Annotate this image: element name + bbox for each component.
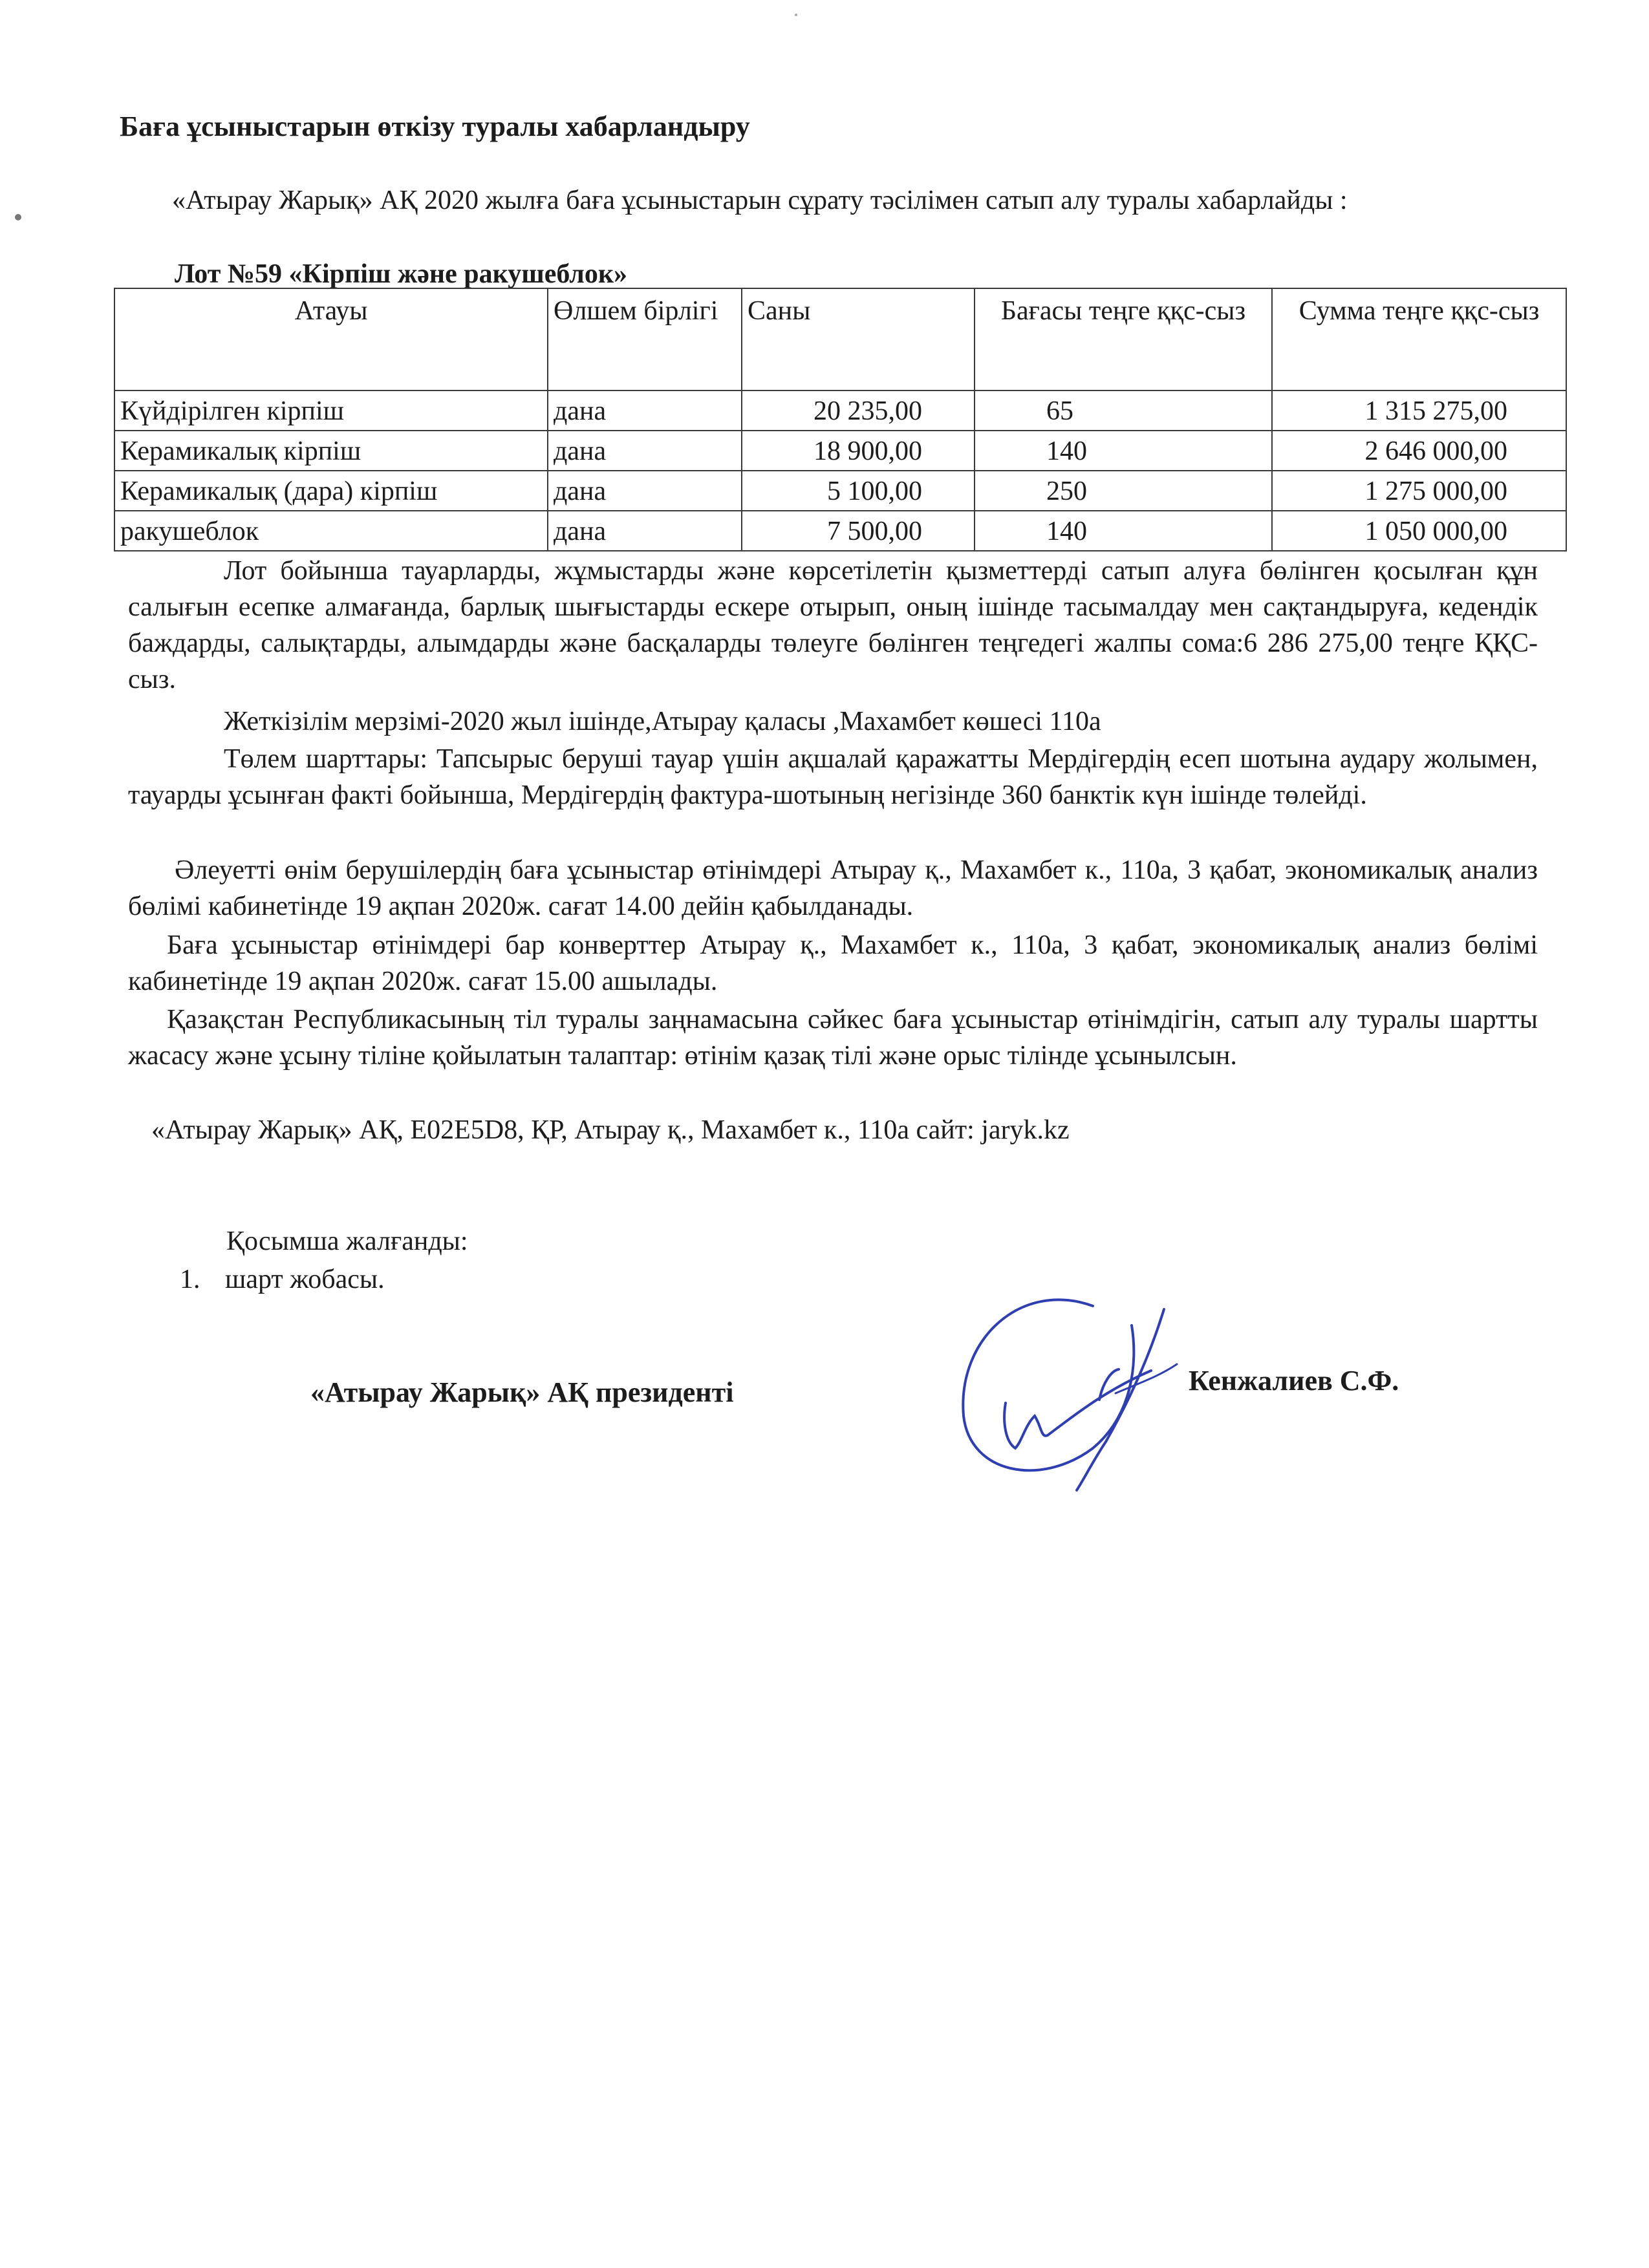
row-qty: 18 900,00: [742, 431, 975, 471]
row-name: Керамикалық (дара) кірпіш: [114, 471, 548, 511]
signature-icon: [944, 1287, 1183, 1493]
signatory-name: Кенжалиев С.Ф.: [1189, 1365, 1399, 1396]
row-qty: 20 235,00: [742, 390, 975, 431]
row-name: ракушеблок: [114, 511, 548, 551]
scan-speck-icon: [13, 213, 23, 221]
row-unit: дана: [548, 471, 742, 511]
row-price: 140: [975, 431, 1272, 471]
company-address: «Атырау Жарық» АҚ, E02E5D8, ҚР, Атырау қ., Махамбет к., 110а сайт: jaryk.kz: [151, 1115, 1070, 1145]
row-sum: 1 050 000,00: [1272, 511, 1566, 551]
row-name: Күйдірілген кірпіш: [114, 390, 548, 431]
delivery-paragraph: Жеткізілім мерзімі-2020 жыл ішінде,Атырау қаласы ,Махамбет көшесі 110а: [224, 707, 1101, 736]
row-price: 65: [975, 390, 1272, 431]
attachments-heading: Қосымша жалғанды:: [226, 1226, 468, 1256]
intro-paragraph: «Атырау Жарық» АҚ 2020 жылға баға ұсыныстарын сұрату тәсілімен сатып алу туралы хабарлайды :: [172, 186, 1348, 215]
row-unit: дана: [548, 511, 742, 551]
attachment-text: шарт жобасы.: [225, 1265, 385, 1294]
table-row: [114, 471, 1566, 511]
header-sum: Сумма теңге ққс-сыз: [1272, 288, 1566, 390]
total-amount-paragraph: Лот бойынша тауарларды, жұмыстарды және көрсетілетін қызметтерді сатып алуға бөлінген қосылған құн салығын есепке алмағанда, барлық шығыстарды ескере отырып, оның ішінде тасымалдау мен сақтандыруға, кедендік баждарды, салықтарды, алымдарды және басқаларды төлеуге бөлінген теңгедегі жалпы сома:6 286 275,00 теңге ҚҚС-сыз.: [128, 556, 1538, 694]
header-qty: Саны: [742, 288, 975, 390]
table-row: [114, 431, 1566, 471]
header-unit: Өлшем бірлігі: [548, 288, 742, 390]
row-sum: 2 646 000,00: [1272, 431, 1566, 471]
opening-paragraph: Баға ұсыныстар өтінімдері бар конверттер Атырау қ., Махамбет к., 110а, 3 қабат, экономикалық анализ бөлімі кабинетінде 19 ақпан 2020ж. сағат 15.00 ашылады.: [128, 930, 1538, 996]
table-header-row: [114, 288, 1566, 390]
signatory-role: «Атырау Жарық» АҚ президенті: [310, 1376, 734, 1408]
attachment-number: 1.: [180, 1265, 200, 1294]
row-sum: 1 275 000,00: [1272, 471, 1566, 511]
table-row: [114, 390, 1566, 431]
row-price: 140: [975, 511, 1272, 551]
header-name: Атауы: [114, 288, 548, 390]
row-name: Керамикалық кірпіш: [114, 431, 548, 471]
attachment-item: [180, 1264, 385, 1295]
scan-dot-icon: [794, 13, 798, 17]
table-row: [114, 511, 1566, 551]
row-unit: дана: [548, 390, 742, 431]
language-paragraph: Қазақстан Республикасының тіл туралы заңнамасына сәйкес баға ұсыныстар өтінімдігін, сатып алу туралы шартты жасасу және ұсыну тіліне қойылатын талаптар: өтінім қазақ тілі және орыс тілінде ұсынылсын.: [128, 1005, 1538, 1071]
row-price: 250: [975, 471, 1272, 511]
payment-terms-paragraph: Төлем шарттары: Тапсырыс беруші тауар үшін ақшалай қаражатты Мердігердің есеп шотына аудару жолымен, тауарды ұсынған факті бойынша, Мердігердің фактура-шотының негізінде 360 банктік күн ішінде төлейді.: [128, 744, 1538, 810]
lot-title: Лот №59 «Кірпіш және ракушеблок»: [175, 259, 628, 289]
row-unit: дана: [548, 431, 742, 471]
items-table: [114, 288, 1567, 551]
row-qty: 7 500,00: [742, 511, 975, 551]
row-qty: 5 100,00: [742, 471, 975, 511]
row-sum: 1 315 275,00: [1272, 390, 1566, 431]
acceptance-paragraph: Әлеуетті өнім берушілердің баға ұсыныстар өтінімдері Атырау қ., Махамбет к., 110а, 3 қабат, экономикалық анализ бөлімі кабинетінде 19 ақпан 2020ж. сағат 14.00 дейін қабылданады.: [128, 855, 1538, 921]
header-price: Бағасы теңге ққс-сыз: [975, 288, 1272, 390]
document-title: Баға ұсыныстарын өткізу туралы хабарландыру: [120, 111, 750, 142]
